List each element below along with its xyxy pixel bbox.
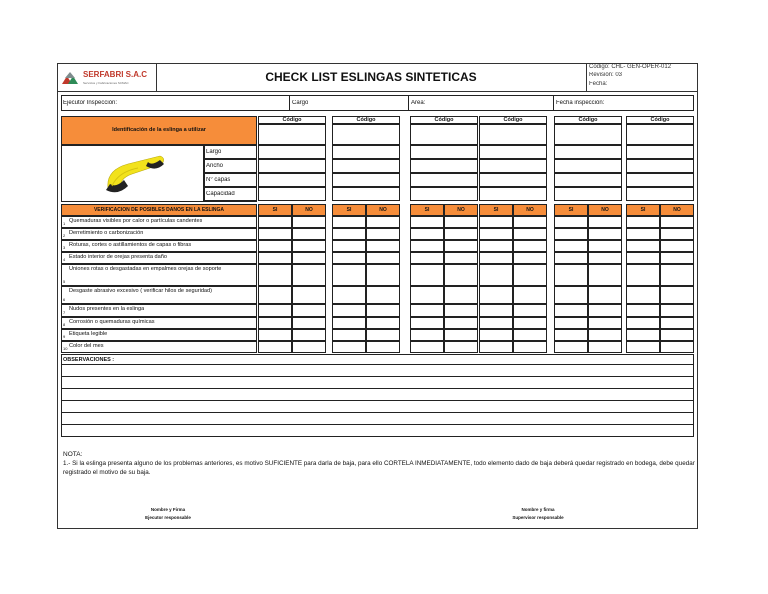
no-checkbox-cell[interactable] bbox=[513, 317, 547, 329]
no-checkbox-cell[interactable] bbox=[513, 304, 547, 317]
si-checkbox-cell[interactable] bbox=[554, 341, 588, 353]
si-checkbox-cell[interactable] bbox=[479, 286, 513, 304]
no-label: NO bbox=[601, 207, 609, 213]
no-checkbox-cell[interactable] bbox=[444, 341, 478, 353]
document-code: Codigo: CHL- GEN-OPER-012 bbox=[589, 64, 672, 70]
no-checkbox-cell[interactable] bbox=[444, 286, 478, 304]
attribute-input[interactable] bbox=[479, 145, 547, 159]
observaciones-label: OBSERVACIONES : bbox=[63, 357, 115, 363]
si-checkbox-cell[interactable] bbox=[554, 228, 588, 240]
no-checkbox-cell[interactable] bbox=[292, 286, 326, 304]
no-label: NO bbox=[305, 207, 313, 213]
si-checkbox-cell[interactable] bbox=[626, 216, 660, 228]
si-checkbox-cell[interactable] bbox=[258, 317, 292, 329]
codigo-label: Código bbox=[282, 117, 302, 123]
si-checkbox-cell[interactable] bbox=[554, 304, 588, 317]
si-checkbox-cell[interactable] bbox=[554, 216, 588, 228]
no-checkbox-cell[interactable] bbox=[366, 317, 400, 329]
si-checkbox-cell[interactable] bbox=[332, 329, 366, 341]
si-checkbox-cell[interactable] bbox=[626, 341, 660, 353]
no-checkbox-cell[interactable] bbox=[444, 216, 478, 228]
si-checkbox-cell[interactable] bbox=[554, 252, 588, 264]
attribute-input[interactable] bbox=[258, 159, 326, 173]
item-text: Etiqueta legible bbox=[69, 331, 108, 337]
no-checkbox-cell[interactable] bbox=[660, 317, 694, 329]
attribute-input[interactable] bbox=[626, 173, 694, 187]
item-text: Color del mes bbox=[69, 343, 104, 349]
codigo-input[interactable] bbox=[554, 124, 622, 145]
si-checkbox-cell[interactable] bbox=[410, 329, 444, 341]
no-checkbox-cell[interactable] bbox=[444, 228, 478, 240]
attribute-input[interactable] bbox=[554, 187, 622, 201]
item-text: Nudos presentes en la eslinga bbox=[69, 306, 145, 312]
document-date: Fecha: bbox=[589, 81, 608, 87]
no-checkbox-cell[interactable] bbox=[588, 216, 622, 228]
attribute-input[interactable] bbox=[258, 187, 326, 201]
info-separator bbox=[289, 95, 290, 111]
item-number: 8 bbox=[63, 322, 66, 327]
si-checkbox-cell[interactable] bbox=[479, 228, 513, 240]
company-logo bbox=[60, 67, 156, 89]
observaciones-input[interactable] bbox=[62, 401, 692, 411]
si-checkbox-cell[interactable] bbox=[332, 286, 366, 304]
si-checkbox-cell[interactable] bbox=[479, 341, 513, 353]
item-text: Estado interior de orejas presenta daño bbox=[69, 254, 167, 260]
si-checkbox-cell[interactable] bbox=[258, 252, 292, 264]
info-separator bbox=[553, 95, 554, 111]
si-checkbox-cell[interactable] bbox=[479, 252, 513, 264]
si-label: SI bbox=[346, 207, 352, 213]
info-separator bbox=[408, 95, 409, 111]
si-checkbox-cell[interactable] bbox=[332, 317, 366, 329]
no-checkbox-cell[interactable] bbox=[444, 317, 478, 329]
si-checkbox-cell[interactable] bbox=[479, 304, 513, 317]
no-checkbox-cell[interactable] bbox=[513, 252, 547, 264]
signature-right bbox=[478, 507, 598, 520]
no-checkbox-cell[interactable] bbox=[660, 228, 694, 240]
no-checkbox-cell[interactable] bbox=[513, 240, 547, 252]
no-label: NO bbox=[379, 207, 387, 213]
page-title: CHECK LIST ESLINGAS SINTETICAS bbox=[265, 70, 477, 84]
no-checkbox-cell[interactable] bbox=[444, 252, 478, 264]
no-checkbox-cell[interactable] bbox=[588, 264, 622, 286]
si-label: SI bbox=[640, 207, 646, 213]
attribute-input[interactable] bbox=[554, 145, 622, 159]
item-number: 4 bbox=[63, 257, 66, 262]
no-checkbox-cell[interactable] bbox=[660, 304, 694, 317]
attribute-input[interactable] bbox=[479, 187, 547, 201]
attribute-input[interactable] bbox=[626, 145, 694, 159]
attribute-input[interactable] bbox=[332, 145, 400, 159]
codigo-label: Código bbox=[503, 117, 523, 123]
codigo-label: Código bbox=[356, 117, 376, 123]
si-checkbox-cell[interactable] bbox=[332, 240, 366, 252]
header-bottom-line bbox=[58, 91, 697, 92]
si-checkbox-cell[interactable] bbox=[626, 286, 660, 304]
codigo-label: Código bbox=[650, 117, 670, 123]
codigo-label: Código bbox=[578, 117, 598, 123]
si-checkbox-cell[interactable] bbox=[410, 252, 444, 264]
si-checkbox-cell[interactable] bbox=[410, 264, 444, 286]
si-checkbox-cell[interactable] bbox=[410, 240, 444, 252]
si-checkbox-cell[interactable] bbox=[332, 304, 366, 317]
si-label: SI bbox=[568, 207, 574, 213]
item-number: 2 bbox=[63, 233, 66, 238]
no-checkbox-cell[interactable] bbox=[292, 216, 326, 228]
si-checkbox-cell[interactable] bbox=[479, 216, 513, 228]
si-checkbox-cell[interactable] bbox=[258, 286, 292, 304]
si-checkbox-cell[interactable] bbox=[410, 304, 444, 317]
no-label: NO bbox=[457, 207, 465, 213]
attribute-label: Ancho bbox=[206, 163, 224, 169]
si-checkbox-cell[interactable] bbox=[410, 216, 444, 228]
no-checkbox-cell[interactable] bbox=[513, 228, 547, 240]
no-label: NO bbox=[673, 207, 681, 213]
si-checkbox-cell[interactable] bbox=[258, 216, 292, 228]
no-checkbox-cell[interactable] bbox=[444, 329, 478, 341]
codigo-label: Código bbox=[434, 117, 454, 123]
sling-image bbox=[98, 150, 168, 198]
attribute-label: Capacidad bbox=[206, 191, 235, 197]
no-checkbox-cell[interactable] bbox=[366, 240, 400, 252]
no-checkbox-cell[interactable] bbox=[660, 216, 694, 228]
attribute-input[interactable] bbox=[410, 187, 478, 201]
si-checkbox-cell[interactable] bbox=[410, 228, 444, 240]
codigo-input[interactable] bbox=[410, 124, 478, 145]
no-checkbox-cell[interactable] bbox=[660, 286, 694, 304]
item-number: 10 bbox=[63, 346, 68, 351]
item-text: Desgaste abrasivo excesivo ( verificar hilos de seguridad) bbox=[69, 288, 213, 294]
si-checkbox-cell[interactable] bbox=[258, 329, 292, 341]
codigo-input[interactable] bbox=[479, 124, 547, 145]
si-checkbox-cell[interactable] bbox=[554, 329, 588, 341]
attribute-input[interactable] bbox=[479, 159, 547, 173]
observaciones-input[interactable] bbox=[62, 425, 692, 435]
item-text: Roturas, cortes o astillamientos de capas o fibras bbox=[69, 242, 192, 248]
verificacion-label: VERIFICACION DE POSIBLES DAÑOS EN LA ESLINGA bbox=[93, 207, 225, 213]
observaciones-line bbox=[61, 436, 694, 437]
si-checkbox-cell[interactable] bbox=[258, 341, 292, 353]
si-checkbox-cell[interactable] bbox=[626, 304, 660, 317]
item-number: 1 bbox=[63, 221, 66, 226]
item-number: 6 bbox=[63, 297, 66, 302]
si-checkbox-cell[interactable] bbox=[258, 264, 292, 286]
si-checkbox-cell[interactable] bbox=[332, 264, 366, 286]
attribute-input[interactable] bbox=[332, 173, 400, 187]
si-label: SI bbox=[424, 207, 430, 213]
signature-right-name: Nombre y firma bbox=[521, 507, 555, 512]
no-checkbox-cell[interactable] bbox=[588, 228, 622, 240]
si-checkbox-cell[interactable] bbox=[410, 341, 444, 353]
identificacion-label: Identificación de la eslinga a utilizar bbox=[112, 127, 206, 133]
no-checkbox-cell[interactable] bbox=[588, 286, 622, 304]
observaciones-input[interactable] bbox=[62, 377, 692, 387]
si-checkbox-cell[interactable] bbox=[626, 252, 660, 264]
no-checkbox-cell[interactable] bbox=[513, 216, 547, 228]
attribute-input[interactable] bbox=[410, 173, 478, 187]
attribute-input[interactable] bbox=[332, 187, 400, 201]
no-checkbox-cell[interactable] bbox=[660, 240, 694, 252]
observaciones-line bbox=[61, 354, 694, 355]
item-number: 7 bbox=[63, 310, 66, 315]
attribute-input[interactable] bbox=[554, 159, 622, 173]
ejecutor-label: Ejecutor Inspección: bbox=[63, 100, 118, 106]
no-checkbox-cell[interactable] bbox=[366, 304, 400, 317]
si-checkbox-cell[interactable] bbox=[258, 304, 292, 317]
no-checkbox-cell[interactable] bbox=[366, 341, 400, 353]
si-checkbox-cell[interactable] bbox=[479, 317, 513, 329]
no-checkbox-cell[interactable] bbox=[513, 341, 547, 353]
no-checkbox-cell[interactable] bbox=[366, 228, 400, 240]
attribute-input[interactable] bbox=[410, 145, 478, 159]
observaciones-input[interactable] bbox=[62, 365, 692, 375]
no-checkbox-cell[interactable] bbox=[588, 252, 622, 264]
si-checkbox-cell[interactable] bbox=[479, 329, 513, 341]
si-checkbox-cell[interactable] bbox=[258, 228, 292, 240]
nota-text: 1.- Si la eslinga presenta alguno de los problemas anteriores, es motivo SUFICIENTE para darla de baja, para ello CORTELA INMEDIATAMENTE, todo elemento dado de baja deberá quedar registrado en bodega, debe quedar registrado el motivo de su baja. bbox=[63, 460, 695, 476]
si-checkbox-cell[interactable] bbox=[410, 286, 444, 304]
no-checkbox-cell[interactable] bbox=[660, 264, 694, 286]
no-label: NO bbox=[526, 207, 534, 213]
si-label: SI bbox=[493, 207, 499, 213]
company-subtitle: Servicios y Fabricaciones SCMAC bbox=[83, 81, 129, 85]
no-checkbox-cell[interactable] bbox=[366, 329, 400, 341]
si-checkbox-cell[interactable] bbox=[332, 341, 366, 353]
si-checkbox-cell[interactable] bbox=[479, 240, 513, 252]
item-number: 9 bbox=[63, 334, 66, 339]
item-text: Quemaduras visibles por calor o partículas candentes bbox=[69, 218, 203, 224]
company-name: SERFABRI S.A.C bbox=[83, 70, 148, 79]
si-checkbox-cell[interactable] bbox=[626, 228, 660, 240]
si-checkbox-cell[interactable] bbox=[626, 264, 660, 286]
si-checkbox-cell[interactable] bbox=[554, 240, 588, 252]
si-checkbox-cell[interactable] bbox=[479, 264, 513, 286]
codigo-input[interactable] bbox=[626, 124, 694, 145]
si-checkbox-cell[interactable] bbox=[554, 317, 588, 329]
si-checkbox-cell[interactable] bbox=[332, 216, 366, 228]
no-checkbox-cell[interactable] bbox=[292, 304, 326, 317]
no-checkbox-cell[interactable] bbox=[292, 264, 326, 286]
fecha-inspeccion-label: Fecha inspección: bbox=[556, 100, 605, 106]
si-checkbox-cell[interactable] bbox=[258, 240, 292, 252]
attribute-label: Largo bbox=[206, 149, 222, 155]
no-checkbox-cell[interactable] bbox=[513, 329, 547, 341]
attribute-input[interactable] bbox=[626, 159, 694, 173]
no-checkbox-cell[interactable] bbox=[588, 341, 622, 353]
si-checkbox-cell[interactable] bbox=[626, 240, 660, 252]
cargo-label: Cargo bbox=[292, 100, 309, 106]
no-checkbox-cell[interactable] bbox=[292, 228, 326, 240]
si-checkbox-cell[interactable] bbox=[554, 286, 588, 304]
no-checkbox-cell[interactable] bbox=[588, 304, 622, 317]
no-checkbox-cell[interactable] bbox=[366, 252, 400, 264]
nota-label: NOTA: bbox=[63, 451, 83, 458]
signature-left-name: Nombre y Firma bbox=[150, 507, 186, 512]
no-checkbox-cell[interactable] bbox=[366, 216, 400, 228]
document-revision: Revisión: 03 bbox=[589, 72, 623, 78]
no-checkbox-cell[interactable] bbox=[513, 286, 547, 304]
no-checkbox-cell[interactable] bbox=[660, 329, 694, 341]
item-number: 3 bbox=[63, 245, 66, 250]
si-checkbox-cell[interactable] bbox=[626, 329, 660, 341]
no-checkbox-cell[interactable] bbox=[292, 329, 326, 341]
no-checkbox-cell[interactable] bbox=[588, 317, 622, 329]
no-checkbox-cell[interactable] bbox=[366, 286, 400, 304]
no-checkbox-cell[interactable] bbox=[588, 329, 622, 341]
signature-right-role: Supervisor responsable bbox=[512, 515, 564, 520]
codigo-input[interactable] bbox=[258, 124, 326, 145]
attribute-input[interactable] bbox=[410, 159, 478, 173]
codigo-input[interactable] bbox=[332, 124, 400, 145]
item-number: 5 bbox=[63, 279, 66, 284]
header-divider-right bbox=[586, 64, 587, 91]
no-checkbox-cell[interactable] bbox=[366, 264, 400, 286]
si-checkbox-cell[interactable] bbox=[332, 228, 366, 240]
item-text: Derretimiento o carbonización bbox=[69, 230, 144, 236]
observaciones-input[interactable] bbox=[62, 389, 692, 399]
si-checkbox-cell[interactable] bbox=[554, 264, 588, 286]
no-checkbox-cell[interactable] bbox=[513, 264, 547, 286]
attribute-input[interactable] bbox=[258, 173, 326, 187]
no-checkbox-cell[interactable] bbox=[660, 341, 694, 353]
no-checkbox-cell[interactable] bbox=[444, 264, 478, 286]
signature-left-role: Ejecutor responsable bbox=[145, 515, 191, 520]
item-text: Corrosión o quemaduras químicas bbox=[69, 319, 155, 325]
attribute-input[interactable] bbox=[332, 159, 400, 173]
no-checkbox-cell[interactable] bbox=[292, 252, 326, 264]
no-checkbox-cell[interactable] bbox=[292, 317, 326, 329]
si-label: SI bbox=[272, 207, 278, 213]
no-checkbox-cell[interactable] bbox=[444, 240, 478, 252]
si-checkbox-cell[interactable] bbox=[332, 252, 366, 264]
attribute-input[interactable] bbox=[479, 173, 547, 187]
signature-left bbox=[108, 507, 228, 520]
si-checkbox-cell[interactable] bbox=[626, 317, 660, 329]
attribute-input[interactable] bbox=[626, 187, 694, 201]
no-checkbox-cell[interactable] bbox=[292, 240, 326, 252]
area-label: Area: bbox=[411, 100, 426, 106]
no-checkbox-cell[interactable] bbox=[660, 252, 694, 264]
attribute-label: N° capas bbox=[206, 177, 231, 183]
item-text: Uniones rotas o desgastadas en empalmes orejas de soporte bbox=[69, 266, 222, 272]
no-checkbox-cell[interactable] bbox=[444, 304, 478, 317]
observaciones-border-right bbox=[693, 354, 694, 436]
no-checkbox-cell[interactable] bbox=[588, 240, 622, 252]
no-checkbox-cell[interactable] bbox=[292, 341, 326, 353]
checklist-sheet bbox=[57, 63, 698, 529]
si-checkbox-cell[interactable] bbox=[410, 317, 444, 329]
attribute-input[interactable] bbox=[258, 145, 326, 159]
observaciones-input[interactable] bbox=[62, 413, 692, 423]
attribute-input[interactable] bbox=[554, 173, 622, 187]
